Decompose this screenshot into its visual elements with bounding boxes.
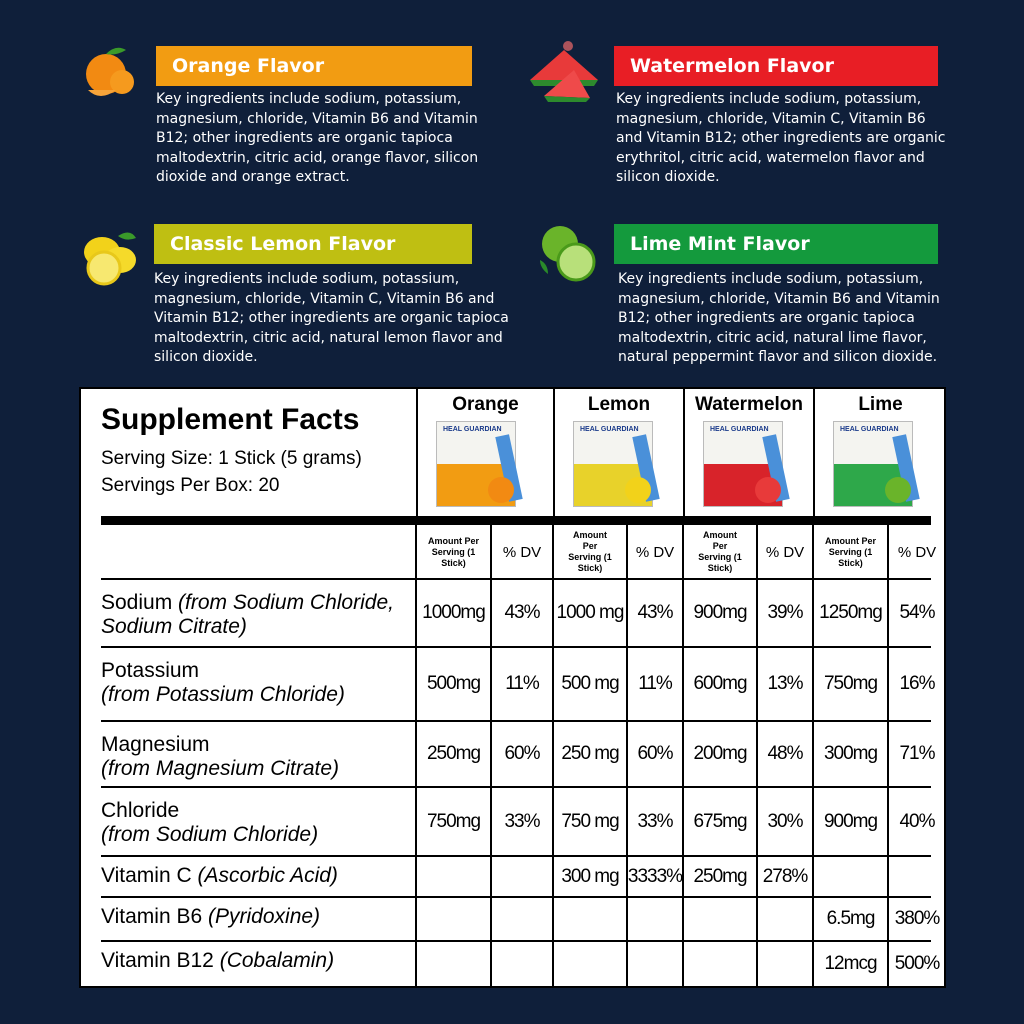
amount-per-serving-header: Amount Per Serving (1 Stick): [568, 530, 612, 573]
amount-cell: 250 mg: [561, 743, 619, 764]
amount-cell: [813, 856, 888, 897]
amount-cell: 1000 mg: [556, 602, 624, 623]
nutrient-label: [101, 799, 401, 847]
nutrient-source: (from Sodium Chloride): [101, 823, 319, 846]
dv-cell: 40%: [899, 810, 935, 832]
amount-cell: 6.5mg: [826, 908, 875, 929]
nutrient-name: Vitamin B12: [101, 949, 214, 972]
product-column-lime: [813, 389, 946, 517]
serving-size: Serving Size: 1 Stick (5 grams): [101, 448, 362, 469]
dv-cell: 48%: [767, 743, 803, 764]
nutrient-source: (Cobalamin): [219, 949, 335, 972]
flavor-title: Lime Mint Flavor: [614, 224, 938, 264]
amount-cell: [416, 941, 491, 986]
dv-cell: 13%: [767, 673, 803, 694]
brand-label: HEAL GUARDIAN: [443, 426, 502, 433]
amount-cell: 900mg: [693, 602, 747, 623]
nutrient-label: [101, 905, 421, 929]
product-name: Watermelon: [694, 394, 804, 415]
flavor-title: Classic Lemon Flavor: [154, 224, 472, 264]
row-divider: [101, 646, 931, 648]
amount-cell: 200mg: [693, 743, 747, 764]
dv-cell: 380%: [894, 908, 940, 929]
lemon-fruit-icon: [74, 222, 144, 292]
nutrient-name: Sodium: [101, 591, 173, 614]
nutrient-name: Potassium: [101, 659, 200, 682]
dv-cell: [627, 897, 683, 941]
amount-cell: 600mg: [693, 673, 747, 694]
dv-cell: [888, 856, 946, 897]
orange-fruit-icon: [74, 38, 144, 108]
amount-cell: 500mg: [426, 673, 481, 694]
amount-cell: 750mg: [426, 810, 481, 832]
amount-cell: 750 mg: [561, 810, 619, 832]
dv-cell: 60%: [637, 743, 673, 764]
row-divider: [101, 896, 931, 898]
dv-cell: 43%: [637, 602, 673, 623]
dv-cell: 54%: [899, 602, 935, 623]
amount-cell: 300 mg: [561, 865, 619, 887]
brand-label: HEAL GUARDIAN: [840, 426, 899, 433]
amount-cell: 500 mg: [561, 673, 619, 694]
dv-cell: [491, 941, 553, 986]
nutrient-source: (from Sodium Chloride, Sodium Citrate): [101, 591, 394, 638]
product-name: Orange: [452, 394, 519, 415]
amount-per-serving-header: Amount Per Serving (1 Stick): [698, 530, 742, 573]
column-divider: [887, 525, 889, 986]
amount-cell: 750mg: [823, 673, 878, 694]
dv-cell: 39%: [767, 602, 803, 623]
amount-cell: 1250mg: [819, 602, 882, 623]
row-divider: [101, 720, 931, 722]
amount-cell: 675mg: [693, 810, 747, 832]
dv-header: % DV: [635, 543, 675, 561]
product-name: Lime: [858, 394, 903, 415]
row-divider: [101, 786, 931, 788]
dv-cell: [491, 856, 553, 897]
row-divider: [101, 940, 931, 942]
amount-per-serving-header: Amount Per Serving (1 Stick): [428, 535, 480, 568]
amount-cell: [416, 897, 491, 941]
nutrient-name: Vitamin B6: [101, 905, 203, 928]
nutrient-name: Vitamin C: [101, 864, 192, 887]
product-column-orange: [416, 389, 553, 517]
amount-per-serving-header: Amount Per Serving (1 Stick): [825, 535, 877, 568]
amount-cell: 250mg: [426, 743, 481, 764]
flavor-title: Watermelon Flavor: [614, 46, 938, 86]
column-divider: [490, 525, 492, 986]
dv-cell: 278%: [762, 865, 808, 887]
amount-cell: 250mg: [693, 865, 747, 887]
nutrient-name: Magnesium: [101, 733, 210, 756]
nutrient-label: [101, 864, 421, 888]
row-divider: [101, 855, 931, 857]
nutrient-name: Chloride: [101, 799, 180, 822]
column-divider: [756, 525, 758, 986]
row-divider: [101, 578, 931, 580]
column-divider: [552, 525, 554, 986]
product-column-lemon: [553, 389, 683, 517]
column-divider: [812, 525, 814, 986]
servings-per-box: Servings Per Box: 20: [101, 475, 280, 496]
column-divider: [682, 525, 684, 986]
dv-header: % DV: [765, 543, 805, 561]
dv-cell: 30%: [767, 810, 803, 832]
nutrient-label: [101, 591, 401, 639]
nutrient-label: [101, 949, 421, 973]
dv-cell: 3333%: [627, 865, 683, 887]
amount-cell: 12mcg: [824, 952, 877, 974]
dv-cell: 33%: [504, 810, 540, 832]
dv-cell: 60%: [504, 743, 540, 764]
amount-cell: [553, 897, 627, 941]
dv-cell: 11%: [505, 673, 539, 694]
dv-cell: 16%: [899, 673, 935, 694]
column-divider: [626, 525, 628, 986]
dv-cell: [627, 941, 683, 986]
flavor-description: Key ingredients include sodium, potassium, magnesium, chloride, Vitamin C, Vitamin B6 and Vitamin B12; other ingredients are organic tapioca maltodextrin, citric acid, natural lemon flavor and silicon dioxide.: [154, 271, 509, 366]
header-divider: [101, 516, 931, 525]
nutrient-source: (Ascorbic Acid): [197, 864, 338, 887]
nutrient-label: [101, 733, 401, 781]
dv-header: % DV: [502, 543, 542, 561]
dv-header: % DV: [897, 543, 937, 561]
facts-title: Supplement Facts: [101, 403, 360, 436]
amount-cell: [683, 941, 757, 986]
dv-cell: 500%: [894, 952, 940, 974]
nutrient-source: (Pyridoxine): [208, 905, 321, 928]
product-name: Lemon: [587, 394, 651, 415]
amount-cell: [416, 856, 491, 897]
product-column-watermelon: [683, 389, 813, 517]
flavor-description: Key ingredients include sodium, potassium, magnesium, chloride, Vitamin B6 and Vitamin B12; other ingredients are organic tapioca maltodextrin, citric acid, natural lime flavor, natural peppermint flavor and silicon dioxide.: [618, 271, 940, 366]
amount-cell: 300mg: [823, 743, 878, 764]
amount-cell: 1000mg: [422, 602, 485, 623]
column-divider: [415, 525, 417, 986]
nutrient-source: (from Magnesium Citrate): [101, 757, 340, 780]
brand-label: HEAL GUARDIAN: [710, 426, 769, 433]
dv-cell: [757, 897, 813, 941]
brand-label: HEAL GUARDIAN: [580, 426, 639, 433]
nutrient-source: (from Potassium Chloride): [101, 683, 345, 706]
supplement-facts-panel: [79, 387, 946, 988]
dv-cell: [491, 897, 553, 941]
dv-cell: 43%: [504, 602, 540, 623]
amount-cell: 900mg: [823, 810, 878, 832]
amount-cell: [553, 941, 627, 986]
lime-fruit-icon: [534, 218, 604, 288]
nutrient-label: [101, 659, 401, 707]
dv-cell: 71%: [899, 743, 935, 764]
dv-cell: 33%: [637, 810, 673, 832]
amount-cell: [683, 897, 757, 941]
dv-cell: 11%: [638, 673, 672, 694]
flavor-description: Key ingredients include sodium, potassium, magnesium, chloride, Vitamin B6 and Vitamin B12; other ingredients are organic tapioca maltodextrin, citric acid, orange flavor, silicon dioxide and orange extract.: [156, 91, 479, 186]
dv-cell: [757, 941, 813, 986]
watermelon-fruit-icon: [524, 36, 604, 106]
flavor-title: Orange Flavor: [156, 46, 472, 86]
flavor-description: Key ingredients include sodium, potassium, magnesium, chloride, Vitamin C, Vitamin B6 and Vitamin B12; other ingredients are organic erythritol, citric acid, watermelon flavor and silicon dioxide.: [616, 91, 946, 186]
